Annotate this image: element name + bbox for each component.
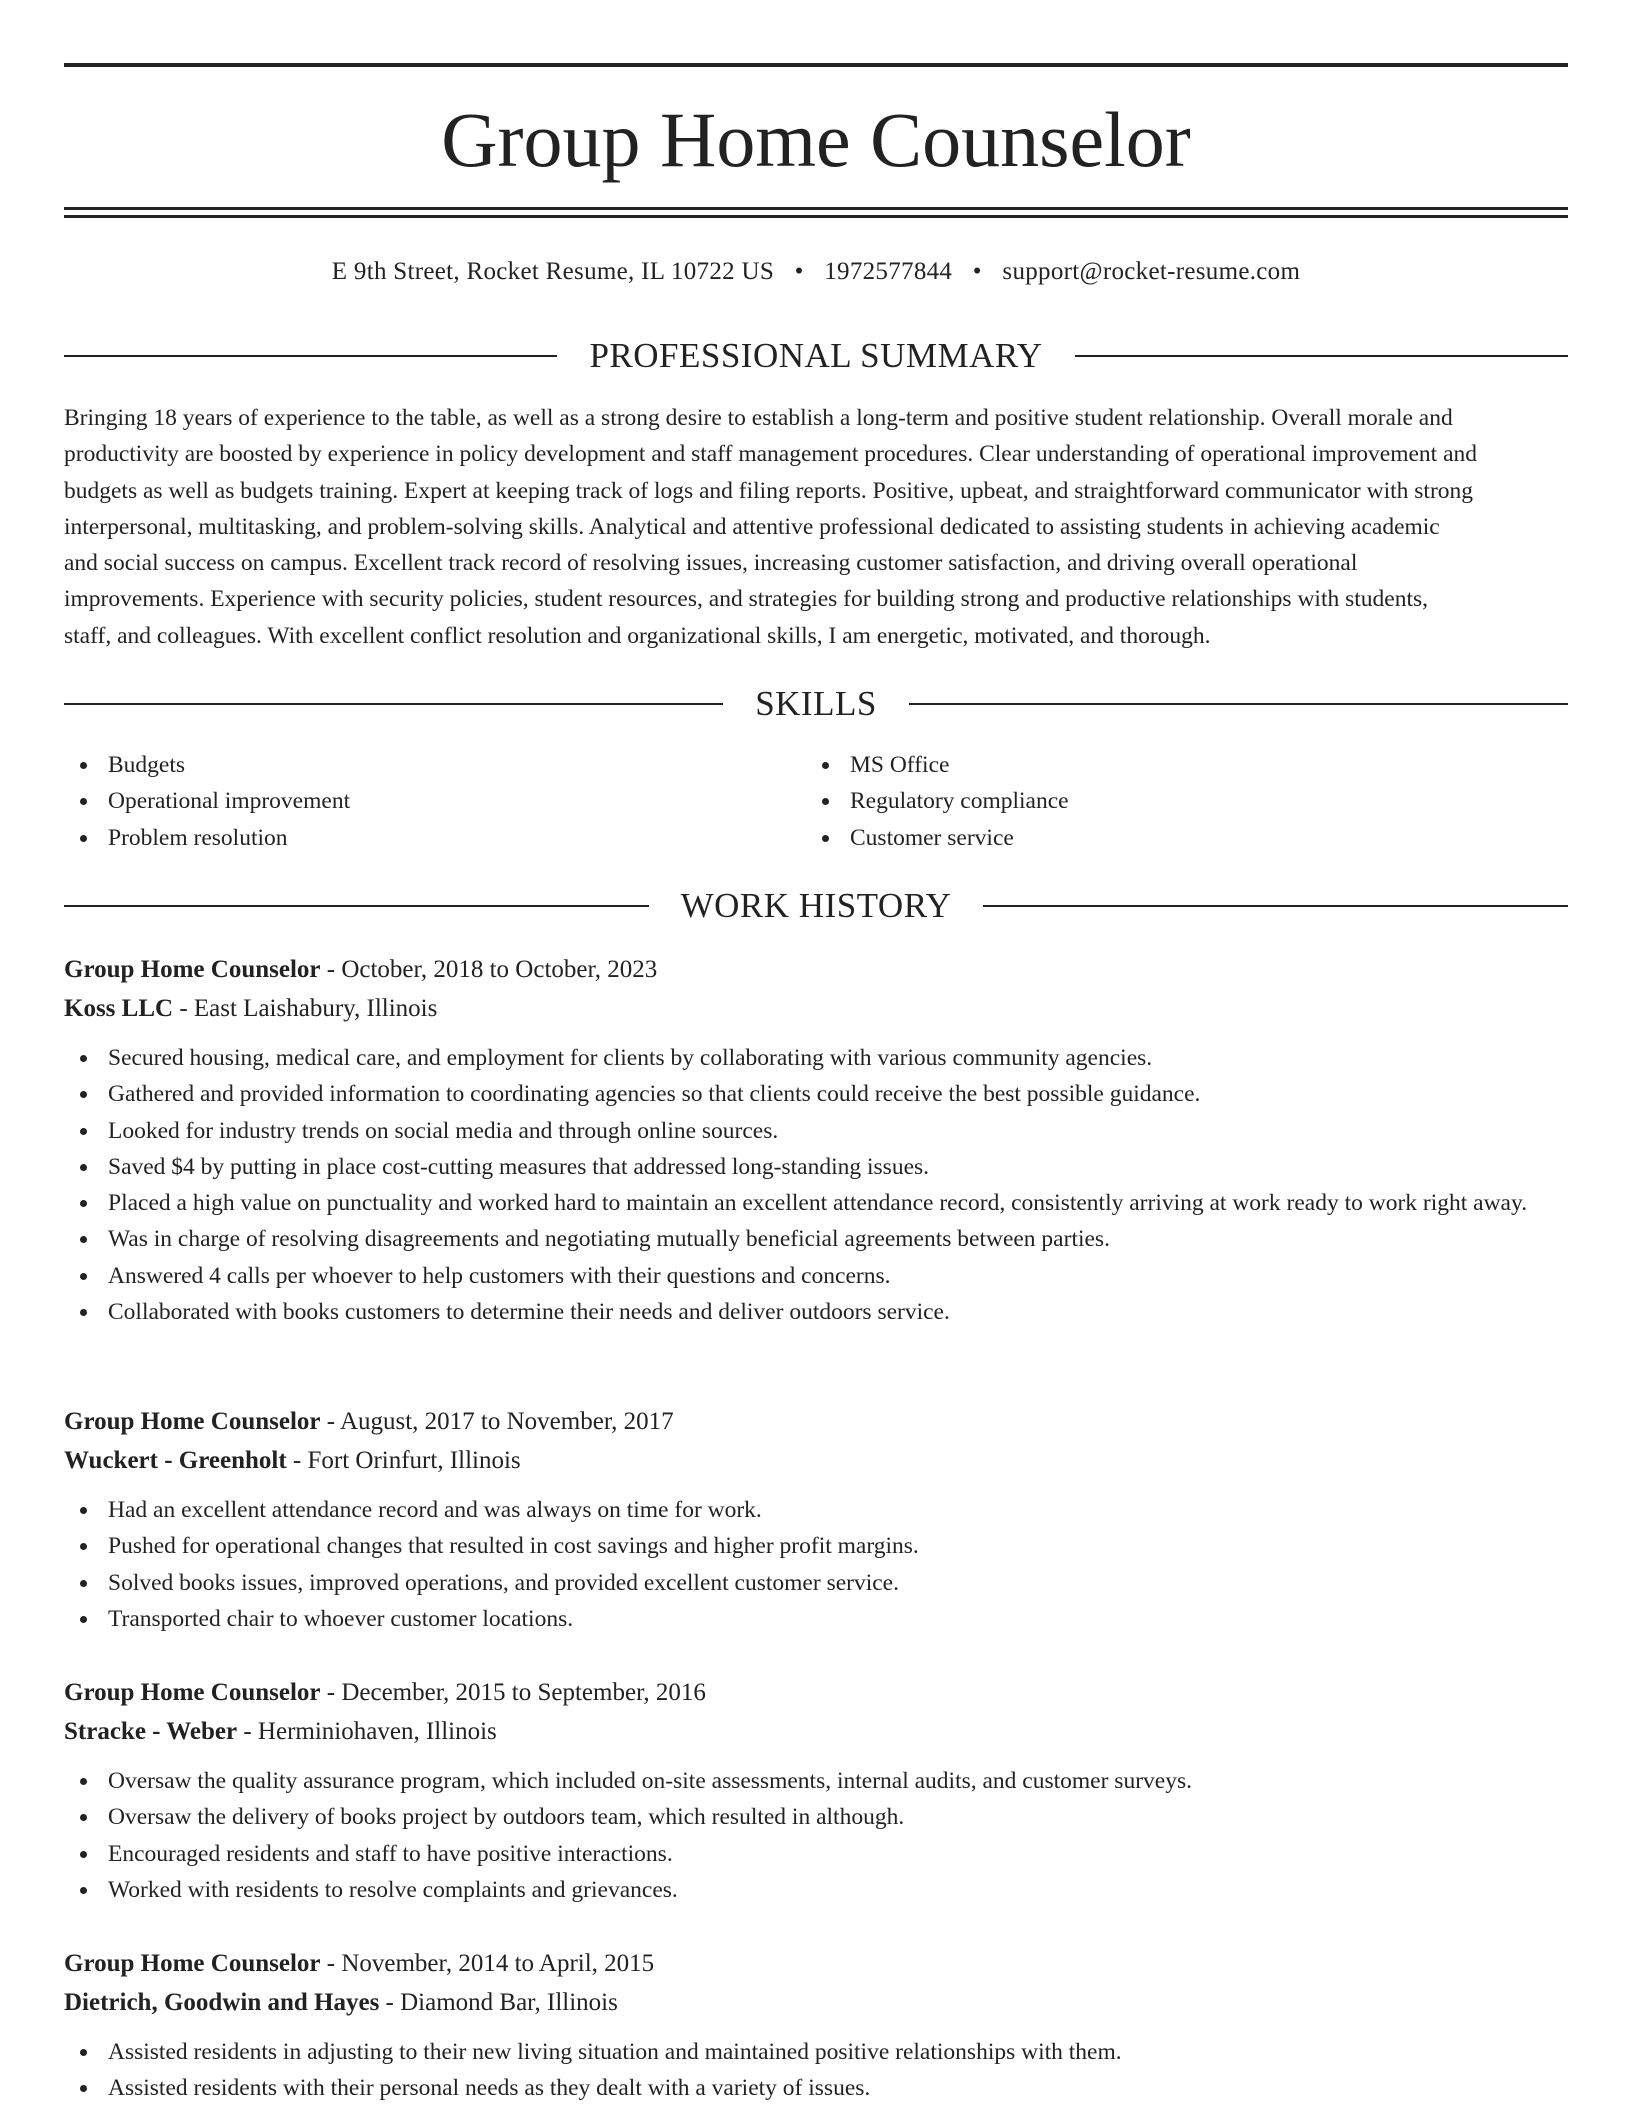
work-section-title: WORK HISTORY xyxy=(680,886,952,925)
skill-item: Regulatory compliance xyxy=(806,783,1406,819)
summary-line: and social success on campus. Excellent track record of resolving issues, increasing customer satisfaction, and driving overall operational xyxy=(64,550,1358,577)
summary-line: budgets as well as budgets training. Expert at keeping track of logs and filing reports. Positive, upbeat, and straightforward communicator with strong xyxy=(64,477,1474,504)
job-bullet: Saved $4 by putting in place cost-cutting measures that addressed long-standing issues. xyxy=(64,1149,1568,1185)
contact-separator: • xyxy=(794,258,804,285)
job-title-line xyxy=(64,950,1568,989)
heading-rule-right xyxy=(983,905,1568,907)
job-company-line xyxy=(64,989,1568,1028)
header-top-rule xyxy=(64,63,1568,67)
heading-rule-left xyxy=(64,905,649,907)
skill-item: Operational improvement xyxy=(64,783,664,819)
job-title-line xyxy=(64,1673,1568,1712)
summary-line: interpersonal, multitasking, and problem-solving skills. Analytical and attentive professional dedicated to assisting students in achieving academic xyxy=(64,513,1440,540)
job-bullet: Was in charge of resolving disagreements and negotiating mutually beneficial agreements between parties. xyxy=(64,1221,1568,1257)
job-bullet: Oversaw the delivery of books project by outdoors team, which resulted in although. xyxy=(64,1799,1568,1835)
job-entry xyxy=(64,950,1568,1330)
job-bullet: Assisted residents with their personal needs as they dealt with a variety of issues. xyxy=(64,2070,1568,2106)
job-bullets xyxy=(64,1040,1568,1330)
heading-rule-left xyxy=(64,355,557,357)
job-company-line xyxy=(64,1441,1568,1480)
job-bullets xyxy=(64,1492,1568,1637)
job-bullets xyxy=(64,2034,1568,2107)
header-double-rule xyxy=(64,207,1568,218)
job-entry xyxy=(64,1402,1568,1637)
job-location: - Fort Orinfurt, Illinois xyxy=(286,1447,521,1474)
contact-separator: • xyxy=(972,258,982,285)
job-dates: - November, 2014 to April, 2015 xyxy=(320,1950,655,1977)
job-title: Group Home Counselor xyxy=(64,1950,321,1977)
job-bullet: Collaborated with books customers to determine their needs and deliver outdoors service. xyxy=(64,1294,1568,1330)
job-company-line xyxy=(64,1983,1568,2022)
job-title-line xyxy=(64,1402,1568,1441)
job-location: - East Laishabury, Illinois xyxy=(173,995,438,1022)
job-dates: - October, 2018 to October, 2023 xyxy=(320,956,658,983)
job-bullet: Assisted residents in adjusting to their new living situation and maintained positive relationships with them. xyxy=(64,2034,1568,2070)
job-company: Stracke - Weber xyxy=(64,1718,238,1745)
job-company: Wuckert - Greenholt xyxy=(64,1447,287,1474)
job-dates: - December, 2015 to September, 2016 xyxy=(320,1679,706,1706)
job-location: - Diamond Bar, Illinois xyxy=(379,1989,618,2016)
skill-item: MS Office xyxy=(806,747,1406,783)
summary-line: improvements. Experience with security policies, student resources, and strategies for building strong and productive relationships with students, xyxy=(64,586,1428,613)
job-location: - Herminiohaven, Illinois xyxy=(237,1718,497,1745)
skills-list-right xyxy=(806,747,1406,856)
contact-address: E 9th Street, Rocket Resume, IL 10722 US xyxy=(331,258,775,285)
job-bullet: Gathered and provided information to coordinating agencies so that clients could receive the best possible guidance. xyxy=(64,1076,1568,1112)
contact-line xyxy=(64,252,1568,292)
job-bullet: Pushed for operational changes that resulted in cost savings and higher profit margins. xyxy=(64,1528,1568,1564)
job-bullet: Transported chair to whoever customer locations. xyxy=(64,1601,1568,1637)
work-section-heading xyxy=(64,886,1568,926)
heading-rule-right xyxy=(909,703,1568,705)
skills-section-title: SKILLS xyxy=(755,684,877,723)
skill-item: Problem resolution xyxy=(64,820,664,856)
job-bullet: Encouraged residents and staff to have positive interactions. xyxy=(64,1836,1568,1872)
professional-summary xyxy=(64,400,1568,654)
job-bullet: Oversaw the quality assurance program, which included on-site assessments, internal audits, and customer surveys. xyxy=(64,1763,1568,1799)
contact-email: support@rocket-resume.com xyxy=(1002,258,1301,285)
job-bullet: Secured housing, medical care, and employment for clients by collaborating with various community agencies. xyxy=(64,1040,1568,1076)
job-bullet: Worked with residents to resolve complaints and grievances. xyxy=(64,1872,1568,1908)
summary-line: productivity are boosted by experience in policy development and staff management procedures. Clear understanding of operational improvement and xyxy=(64,441,1478,468)
skill-item: Customer service xyxy=(806,820,1406,856)
contact-phone: 1972577844 xyxy=(824,258,953,285)
job-bullets xyxy=(64,1763,1568,1908)
job-bullet: Placed a high value on punctuality and worked hard to maintain an excellent attendance record, consistently arriving at work ready to work right away. xyxy=(64,1185,1568,1221)
heading-rule-left xyxy=(64,703,723,705)
summary-section-heading xyxy=(64,336,1568,376)
job-title-line xyxy=(64,1944,1568,1983)
job-title: Group Home Counselor xyxy=(64,1408,321,1435)
job-bullet: Solved books issues, improved operations, and provided excellent customer service. xyxy=(64,1565,1568,1601)
heading-rule-right xyxy=(1075,355,1568,357)
job-company: Dietrich, Goodwin and Hayes xyxy=(64,1989,380,2016)
resume-name: Group Home Counselor xyxy=(441,96,1191,183)
job-company-line xyxy=(64,1712,1568,1751)
summary-line: Bringing 18 years of experience to the table, as well as a strong desire to establish a long-term and positive student relationship. Overall morale and xyxy=(64,405,1453,431)
skills-list-left xyxy=(64,747,664,856)
job-company: Koss LLC xyxy=(64,995,174,1022)
job-dates: - August, 2017 to November, 2017 xyxy=(320,1408,674,1435)
job-title: Group Home Counselor xyxy=(64,1679,321,1706)
job-title: Group Home Counselor xyxy=(64,956,321,983)
job-bullet: Looked for industry trends on social media and through online sources. xyxy=(64,1113,1568,1149)
summary-line: staff, and colleagues. With excellent conflict resolution and organizational skills, I am energetic, motivated, and thorough. xyxy=(64,622,1211,649)
summary-section-title: PROFESSIONAL SUMMARY xyxy=(589,336,1043,375)
job-entry xyxy=(64,1673,1568,1908)
job-bullet: Answered 4 calls per whoever to help customers with their questions and concerns. xyxy=(64,1258,1568,1294)
job-bullet: Had an excellent attendance record and was always on time for work. xyxy=(64,1492,1568,1528)
job-entry xyxy=(64,1944,1568,2107)
skills-section-heading xyxy=(64,684,1568,724)
skill-item: Budgets xyxy=(64,747,664,783)
